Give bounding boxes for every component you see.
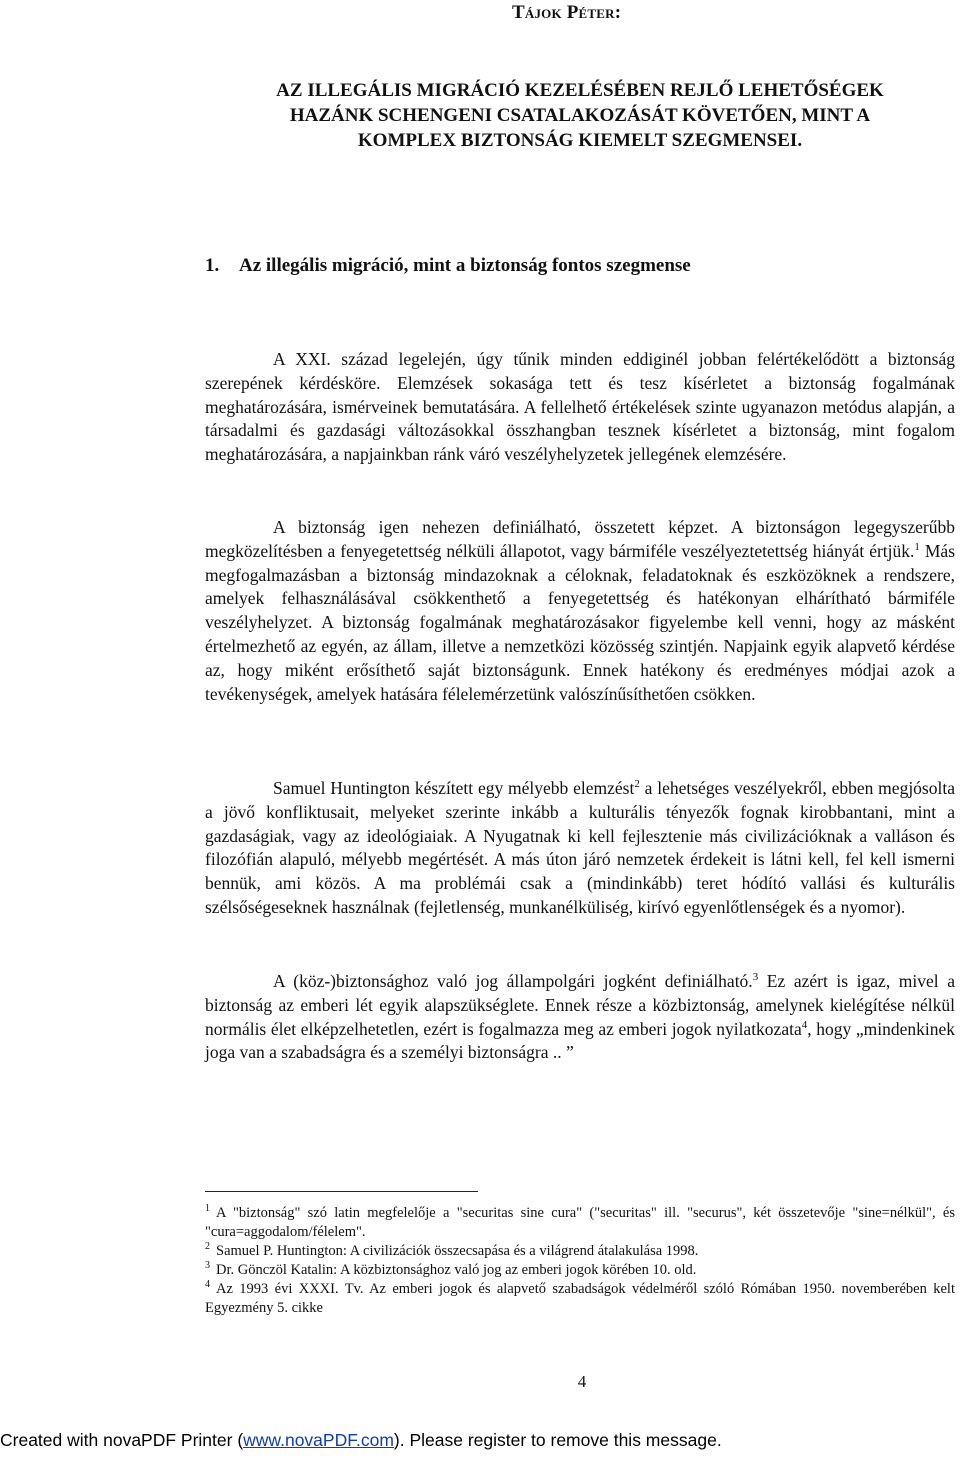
- paragraph-2-text-a: A biztonság igen nehezen definiálható, összetett képzet. A biztonságon legegyszerűbb megközelítésben a fenyegetettség nélküli állapotot, vagy bármiféle veszélyeztetettség hiányát értjük.: [205, 517, 955, 561]
- paragraph-1-text: A XXI. század legelején, úgy tűnik minden eddiginél jobban felértékelődött a biztonság szerepének kérdésköre. Elemzések sokasága tett és tesz kísérletet a biztonság fogalmának meghatározására, ismérveinek bemutatására. A fellelhető értékelések szinte ugyanazon metódus alapján, a társadalmi és gazdasági változásokkal összhangban tesznek kísérletet a biztonság, mint fogalom meghatározására, a napjainkban ránk váró veszélyhelyzetek jellegének elemzésére.: [205, 349, 955, 465]
- title-line-1: AZ ILLEGÁLIS MIGRÁCIÓ KEZELÉSÉBEN REJLŐ LEHETŐSÉGEK: [276, 80, 884, 101]
- watermark-prefix: Created with novaPDF Printer (: [0, 1430, 244, 1450]
- footnote-ref-3[interactable]: 3: [752, 971, 759, 984]
- footnote-separator: [205, 1191, 478, 1192]
- document-title: [205, 78, 955, 153]
- footnote-1: [205, 1204, 955, 1242]
- footnote-text: Dr. Gönczöl Katalin: A közbiztonsághoz való jog az emberi jogok körében 10. old.: [216, 1262, 697, 1278]
- paragraph-4-text-a: A (köz-)biztonsághoz való jog állampolgári jogként definiálható.: [273, 971, 753, 991]
- paragraph-2: [205, 516, 955, 706]
- paragraph-3-text-b: a lehetséges veszélyekről, ebben megjósolta a jövő konfliktusait, melyeket szerinte inkább a kulturális tényezők fognak kirobbantani, mint a gazdaságiak, vagy az ideológiaiak. A Nyugatnak ki kell fejlesztenie más civilizációknak a valláson és filozófián alapuló, mélyebb megértését. A más úton járó nemzetek érdekeit is látni kell, fel kell ismerni bennük, ami közös. A ma problémái csak a (mindinkább) teret hódító vallási és kulturális szélsőségeseknek használnak (fejletlenség, munkanélküliség, kirívó egyenlőtlenségek és a nyomor).: [205, 778, 955, 917]
- section-title: Az illegális migráció, mint a biztonság fontos szegmense: [239, 255, 691, 276]
- title-line-2: HAZÁNK SCHENGENI CSATALAKOZÁSÁT KÖVETŐEN, MINT A: [289, 105, 871, 126]
- footnote-ref-2[interactable]: 2: [634, 778, 640, 791]
- title-line-3: KOMPLEX BIZTONSÁG KIEMELT SZEGMENSEI.: [357, 130, 803, 151]
- footnote-2: [205, 1242, 955, 1261]
- footnotes: [205, 1204, 955, 1318]
- footnote-text: Samuel P. Huntington: A civilizációk összecsapása és a világrend átalakulása 1998.: [216, 1243, 699, 1259]
- footnote-number: 4: [205, 1279, 210, 1291]
- paragraph-1: [205, 348, 955, 467]
- author-name: Tájok Péter:: [512, 2, 622, 23]
- paragraph-4: [205, 970, 955, 1065]
- paragraph-3: [205, 777, 955, 920]
- paragraph-2-text-b: Más megfogalmazásban a biztonság mindazoknak a céloknak, feladatoknak és eszközöknek a rendszere, amelyek felhasználásával csökkenthető a fenyegetettség és hatékonyan elhárítható bármiféle veszélyhelyzet. A biztonság fogalmának meghatározásakor figyelembe kell venni, hogy az másként értelmezhető az egyén, az állam, illetve a nemzetközi közösség szintjén. Napjaink egyik alapvető kérdése az, hogy miként erősíthető saját biztonságunk. Ennek hatékony és eredményes módjai azok a tevékenységek, amelyek hatására félelemérzetünk valószínűsíthetően csökken.: [205, 540, 956, 704]
- footnote-number: 3: [205, 1260, 210, 1272]
- paragraph-4-text-c: , hogy „mindenkinek joga van a szabadságra és a személyi biztonságra .. ”: [205, 1018, 955, 1063]
- paragraph-4-text-b: Ez azért is igaz, mivel a biztonság az emberi lét egyik alapszükséglete. Ennek része a közbiztonság, amelynek kielégítése nélkül normális élet elképzelhetetlen, ezért is fogalmazza meg az emberi jogok nyilatkozata: [205, 971, 955, 1039]
- page-number: 4: [577, 1372, 587, 1391]
- footnote-3: [205, 1261, 955, 1280]
- section-heading: [205, 255, 691, 277]
- watermark-link[interactable]: www.novaPDF.com: [243, 1430, 394, 1450]
- footnote-ref-4[interactable]: 4: [801, 1018, 808, 1031]
- paragraph-3-text-a: Samuel Huntington készített egy mélyebb elemzést: [273, 778, 635, 798]
- footnote-number: 1: [205, 1203, 210, 1215]
- footnote-number: 2: [205, 1241, 210, 1253]
- watermark-suffix: ). Please register to remove this message.: [393, 1430, 722, 1450]
- section-number: 1.: [205, 255, 220, 276]
- footnote-4: [205, 1280, 955, 1318]
- footnote-ref-1[interactable]: 1: [914, 540, 920, 553]
- pdf-printer-watermark: [0, 1430, 960, 1451]
- footnote-text: Az 1993 évi XXXI. Tv. Az emberi jogok és alapvető szabadságok védelméről szóló Rómában 1950. novemberében kelt Egyezmény 5. cikke: [205, 1281, 955, 1316]
- footnote-text: A "biztonság" szó latin megfelelője a "securitas sine cura" ("securitas" ill. "securus", két összetevője "sine=nélkül", és "cura=aggodalom/félelem".: [205, 1205, 955, 1240]
